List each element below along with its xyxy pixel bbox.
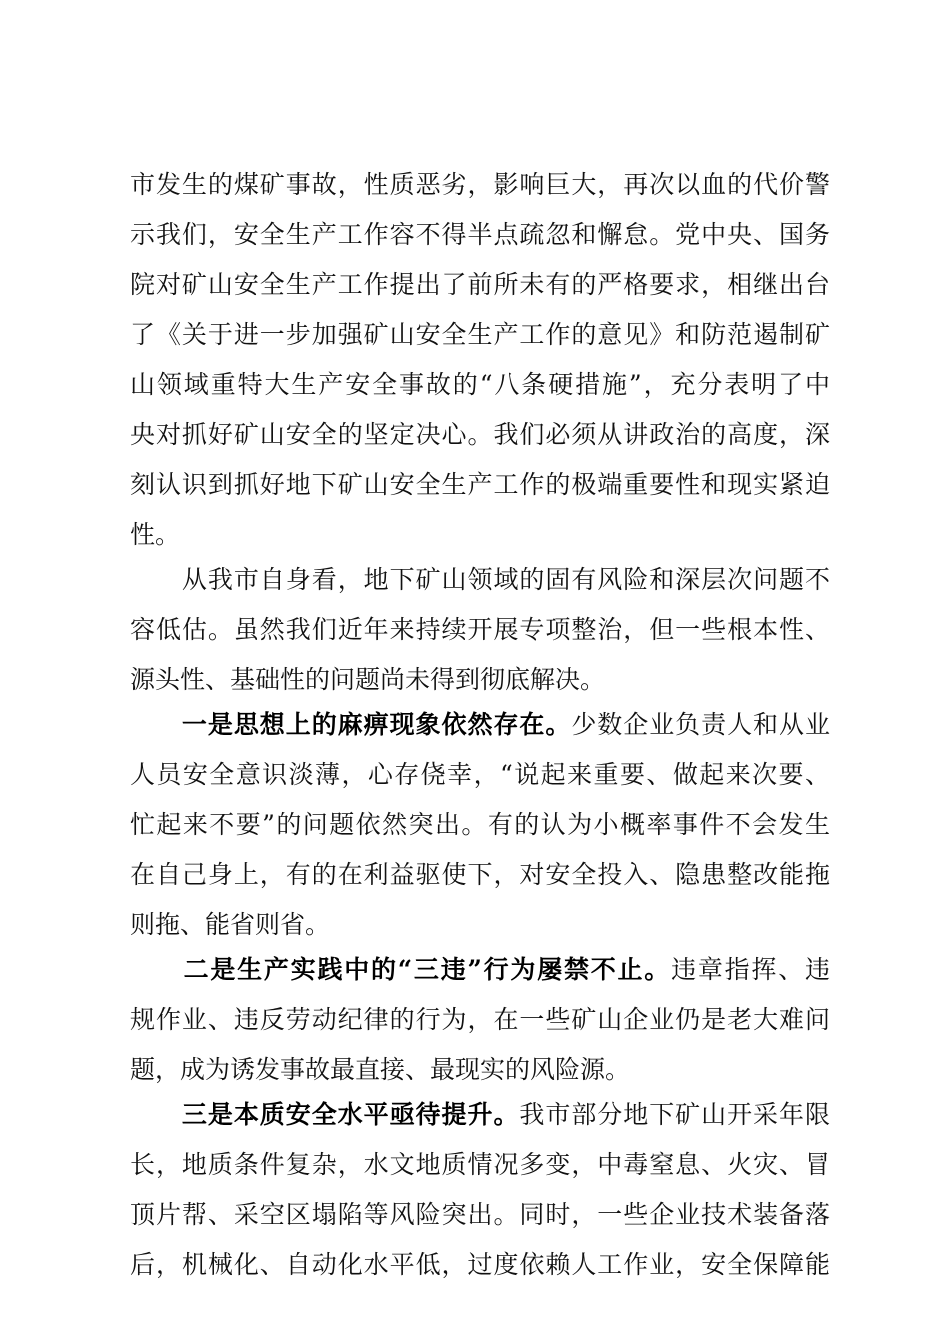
body-text: 容低估。虽然我们近年来持续开展专项整治，但一些根本性、: [130, 615, 830, 644]
body-text: 院对矿山安全生产工作提出了前所未有的严格要求，相继出台: [130, 270, 830, 299]
body-text: 市发生的煤矿事故，性质恶劣，影响巨大，再次以血的代价警: [130, 170, 830, 199]
body-text: 了《关于进一步加强矿山安全生产工作的意见》和防范遏制矿: [130, 320, 830, 349]
body-text: 人员安全意识淡薄，心存侥幸，“说起来重要、做起来次要、: [130, 760, 830, 789]
body-text: 少数企业负责人和从业: [571, 710, 830, 739]
text-line: [130, 365, 830, 405]
body-text: 规作业、违反劳动纪律的行为，在一些矿山企业仍是老大难问: [130, 1005, 830, 1034]
body-text: 长，地质条件复杂，水文地质情况多变，中毒窒息、火灾、冒: [130, 1150, 830, 1179]
body-text: [130, 955, 184, 984]
body-text: 央对抓好矿山安全的坚定决心。我们必须从讲政治的高度，深: [130, 420, 830, 449]
text-line: [130, 1245, 830, 1285]
bold-heading-text: 三是本质安全水平亟待提升。: [181, 1100, 520, 1129]
text-line: [130, 215, 830, 255]
text-line: [130, 560, 830, 600]
body-text: 忙起来不要”的问题依然突出。有的认为小概率事件不会发生: [130, 810, 830, 839]
body-text: 在自己身上，有的在利益驱使下，对安全投入、隐患整改能拖: [130, 860, 830, 889]
text-line: [130, 755, 830, 795]
text-line: [130, 265, 830, 305]
text-line: [130, 1050, 830, 1090]
text-line: [130, 855, 830, 895]
body-text: [130, 710, 182, 739]
body-text: 性。: [130, 520, 181, 549]
body-text: 顶片帮、采空区塌陷等风险突出。同时，一些企业技术装备落: [130, 1200, 830, 1229]
text-line: [130, 515, 830, 555]
text-line: [130, 415, 830, 455]
text-line: [130, 165, 830, 205]
body-text: 从我市自身看，地下矿山领域的固有风险和深层次问题不: [130, 565, 830, 594]
body-text: [130, 1100, 182, 1129]
text-line: [130, 465, 830, 505]
text-line: [130, 1145, 830, 1185]
text-line: [130, 1095, 830, 1135]
body-text: 则拖、能省则省。: [130, 910, 331, 939]
text-line: [130, 705, 830, 745]
text-line: [130, 660, 830, 700]
body-text: 我市部分地下矿山开采年限: [519, 1100, 830, 1129]
text-line: [130, 950, 830, 990]
body-text: 示我们，安全生产工作容不得半点疏忽和懈怠。党中央、国务: [130, 220, 830, 249]
body-text: 源头性、基础性的问题尚未得到彻底解决。: [130, 665, 606, 694]
bold-heading-text: 一是思想上的麻痹现象依然存在。: [181, 710, 572, 739]
body-text: 题，成为诱发事故最直接、最现实的风险源。: [130, 1055, 631, 1084]
text-line: [130, 1195, 830, 1235]
text-line: [130, 1000, 830, 1040]
text-line: [130, 905, 830, 945]
bold-heading-text: 二是生产实践中的“三违”行为屡禁不止。: [183, 955, 672, 984]
body-text: 山领域重特大生产安全事故的“八条硬措施”，充分表明了中: [130, 370, 830, 399]
body-text: 后，机械化、自动化水平低，过度依赖人工作业，安全保障能: [130, 1250, 830, 1279]
text-line: [130, 805, 830, 845]
text-line: [130, 315, 830, 355]
body-text: 违章指挥、违: [671, 955, 830, 984]
body-text: 刻认识到抓好地下矿山安全生产工作的极端重要性和现实紧迫: [130, 470, 830, 499]
text-line: [130, 610, 830, 650]
